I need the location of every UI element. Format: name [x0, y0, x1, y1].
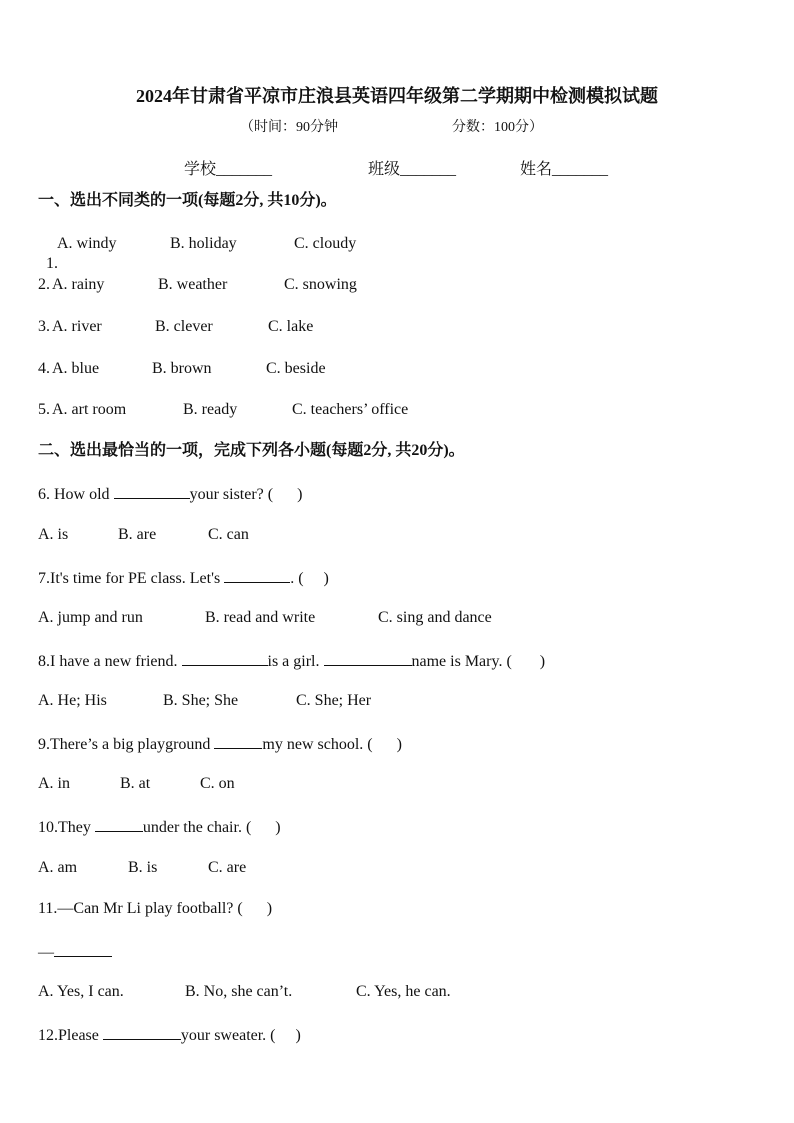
option-a: A. river [52, 318, 102, 335]
section1-heading: 一、选出不同类的一项(每题2分, 共10分)。 [38, 192, 337, 209]
option-c: C. beside [266, 360, 326, 377]
exam-time: （时间：90分钟 [240, 120, 338, 135]
option-c: C. Yes, he can. [356, 983, 451, 1000]
question-number: 4. [38, 360, 50, 377]
option-b: B. read and write [205, 609, 316, 626]
question-text: 7.It's time for PE class. Let's [38, 570, 221, 587]
option-b: B. She; She [163, 692, 239, 709]
option-c: C. teachers’ office [292, 401, 409, 418]
answer-blank[interactable] [214, 733, 262, 749]
answer-blank[interactable] [103, 1024, 181, 1040]
question-11: 11.—Can Mr Li play football? ( ) [38, 900, 273, 917]
section2-heading: 二、选出最恰当的一项，完成下列各小题(每题2分, 共20分)。 [38, 442, 465, 459]
answer-line [38, 941, 112, 963]
dash: — [38, 944, 54, 961]
option-c: C. cloudy [294, 235, 357, 252]
question-text: name is Mary. ( ) [411, 653, 546, 670]
option-c: C. are [208, 859, 247, 876]
option-c: C. sing and dance [378, 609, 492, 626]
option-c: C. can [208, 526, 249, 543]
option-b: B. holiday [170, 235, 237, 252]
question-9 [38, 733, 402, 755]
answer-blank[interactable] [95, 816, 143, 832]
option-a: A. He; His [38, 692, 107, 709]
option-a: A. rainy [52, 276, 105, 293]
option-b: B. is [128, 859, 158, 876]
option-a: A. jump and run [38, 609, 143, 626]
question-text: my new school. ( ) [262, 736, 402, 753]
question-12 [38, 1024, 301, 1046]
question-text: 6. How old [38, 486, 110, 503]
option-a: A. Yes, I can. [38, 983, 124, 1000]
option-b: B. ready [183, 401, 238, 418]
question-text: under the chair. ( ) [142, 819, 281, 836]
option-b: B. brown [152, 360, 212, 377]
option-a: A. am [38, 859, 78, 876]
option-b: B. weather [158, 276, 228, 293]
option-c: C. snowing [284, 276, 357, 293]
question-8 [38, 650, 545, 672]
question-number: 5. [38, 401, 50, 418]
question-text: your sister? ( ) [189, 486, 303, 503]
answer-blank[interactable] [324, 650, 412, 666]
option-a: A. windy [57, 235, 117, 252]
question-text: 8.I have a new friend. [38, 653, 178, 670]
option-b: B. are [118, 526, 157, 543]
question-text: 12.Please [38, 1027, 99, 1044]
question-text: 9.There’s a big playground [38, 736, 211, 753]
answer-blank[interactable] [182, 650, 268, 666]
question-text: 10.They [38, 819, 91, 836]
page-title: 2024年甘肃省平凉市庄浪县英语四年级第二学期期中检测模拟试题 [136, 86, 658, 106]
question-7 [38, 567, 329, 589]
question-1 [38, 234, 58, 274]
school-field: 学校_______ [184, 161, 273, 178]
exam-score: 分数：100分） [452, 120, 543, 135]
option-b: B. at [120, 775, 151, 792]
class-field: 班级_______ [368, 161, 457, 178]
option-a: A. blue [52, 360, 100, 377]
question-text: . ( ) [290, 570, 329, 587]
option-a: A. is [38, 526, 69, 543]
option-b: B. clever [155, 318, 213, 335]
option-c: C. lake [268, 318, 314, 335]
option-c: C. She; Her [296, 692, 372, 709]
question-number: 3. [38, 318, 50, 335]
option-a: A. art room [52, 401, 127, 418]
question-number: 2. [38, 276, 50, 293]
option-b: B. No, she can’t. [185, 983, 293, 1000]
name-field: 姓名_______ [520, 161, 609, 178]
option-c: C. on [200, 775, 235, 792]
answer-blank[interactable] [54, 941, 112, 957]
answer-blank[interactable] [224, 567, 290, 583]
answer-blank[interactable] [114, 483, 190, 499]
question-number: 1. [46, 255, 58, 272]
question-6 [38, 483, 302, 505]
question-text: your sweater. ( ) [180, 1027, 301, 1044]
option-a: A. in [38, 775, 70, 792]
question-10 [38, 816, 281, 838]
question-text: is a girl. [267, 653, 320, 670]
